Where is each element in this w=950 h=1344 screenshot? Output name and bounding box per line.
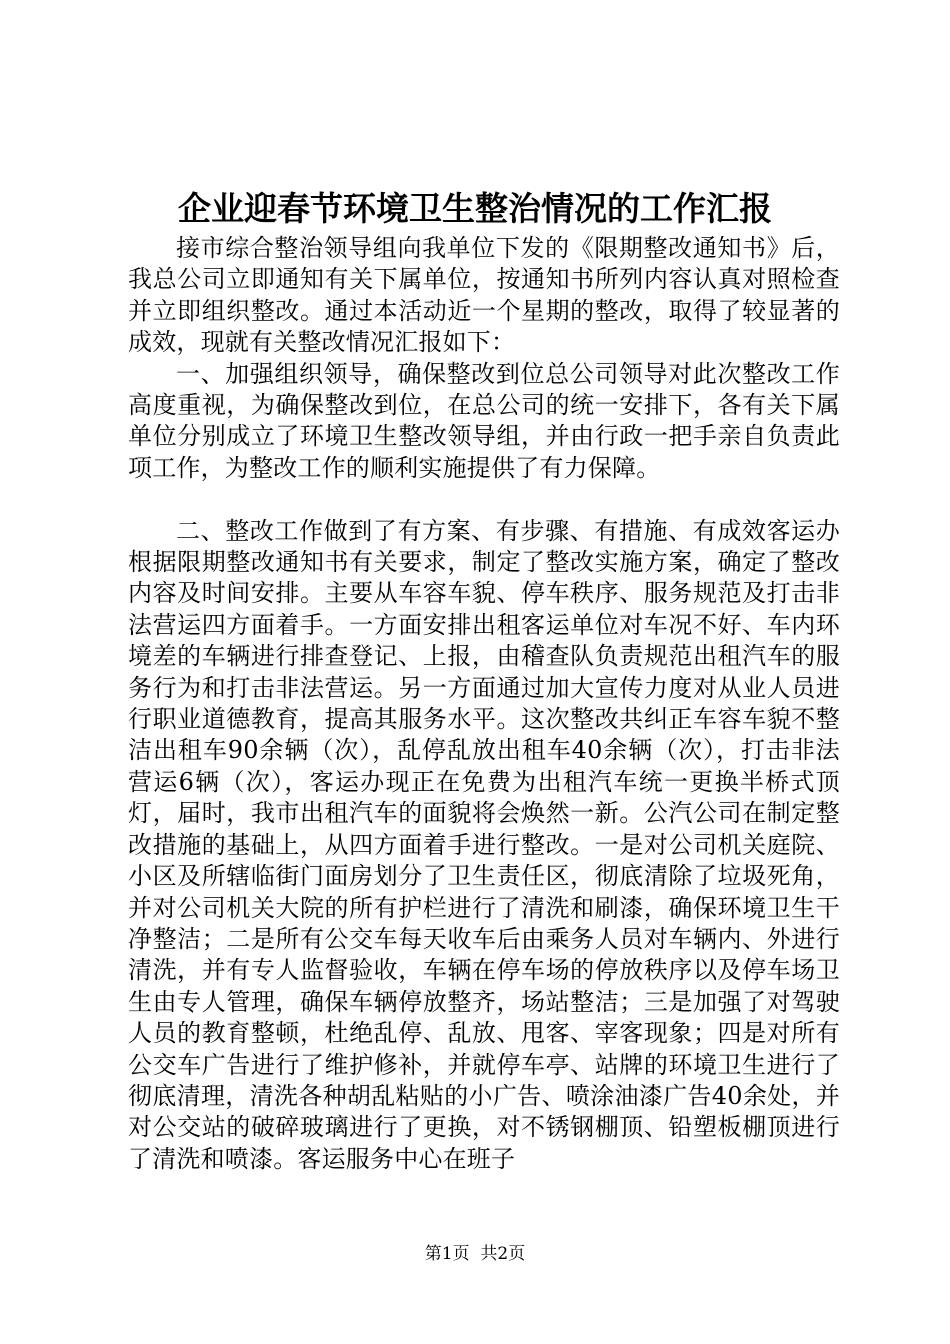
document-title: 企业迎春节环境卫生整治情况的工作汇报 <box>178 189 772 228</box>
page-total: 共2页 <box>480 1244 526 1264</box>
paragraph-spacer <box>128 484 840 515</box>
document-body <box>128 233 840 1175</box>
paragraph-intro: 接市综合整治领导组向我单位下发的《限期整改通知书》后，我总公司立即通知有关下属单位，按通知书所列内容认真对照检查并立即组织整改。通过本活动近一个星期的整改，取得了较显著的成效，现就有关整改情况汇报如下： <box>128 234 840 357</box>
page-footer <box>0 1242 950 1266</box>
paragraph-section-two: 二、整改工作做到了有方案、有步骤、有措施、有成效客运办根据限期整改通知书有关要求，制定了整改实施方案，确定了整改内容及时间安排。主要从车容车貌、停车秩序、服务规范及打击非法营运四方面着手。一方面安排出租客运单位对车况不好、车内环境差的车辆进行排查登记、上报，由稽查队负责规范出租汽车的服务行为和打击非法营运。另一方面通过加大宣传力度对从业人员进行职业道德教育，提高其服务水平。这次整改共纠正车容车貌不整洁出租车90余辆（次），乱停乱放出租车40余辆（次），打击非法营运6辆（次），客运办现正在免费为出租汽车统一更换半桥式顶灯，届时，我市出租汽车的面貌将会焕然一新。公汽公司在制定整改措施的基础上，从四方面着手进行整改。一是对公司机关庭院、小区及所辖临街门面房划分了卫生责任区，彻底清除了垃圾死角，并对公司机关大院的所有护栏进行了清洗和刷漆，确保环境卫生干净整洁；二是所有公交车每天收车后由乘务人员对车辆内、外进行清洗，并有专人监督验收，车辆在停车场的停放秩序以及停车场卫生由专人管理，确保车辆停放整齐，场站整洁；三是加强了对驾驶人员的教育整顿，杜绝乱停、乱放、甩客、宰客现象；四是对所有公交车广告进行了维护修补，并就停车亭、站牌的环境卫生进行了彻底清理，清洗各种胡乱粘贴的小广告、喷涂油漆广告40余处，并对公交站的破碎玻璃进行了更换，对不锈钢棚顶、铅塑板棚顶进行了清洗和喷漆。客运服务中心在班子 <box>128 516 840 1173</box>
page-number: 第1页 <box>424 1244 470 1264</box>
paragraph-section-one: 一、加强组织领导，确保整改到位总公司领导对此次整改工作高度重视，为确保整改到位，在总公司的统一安排下，各有关下属单位分别成立了环境卫生整改领导组，并由行政一把手亲自负责此项工作，为整改工作的顺利实施提供了有力保障。 <box>128 359 840 482</box>
